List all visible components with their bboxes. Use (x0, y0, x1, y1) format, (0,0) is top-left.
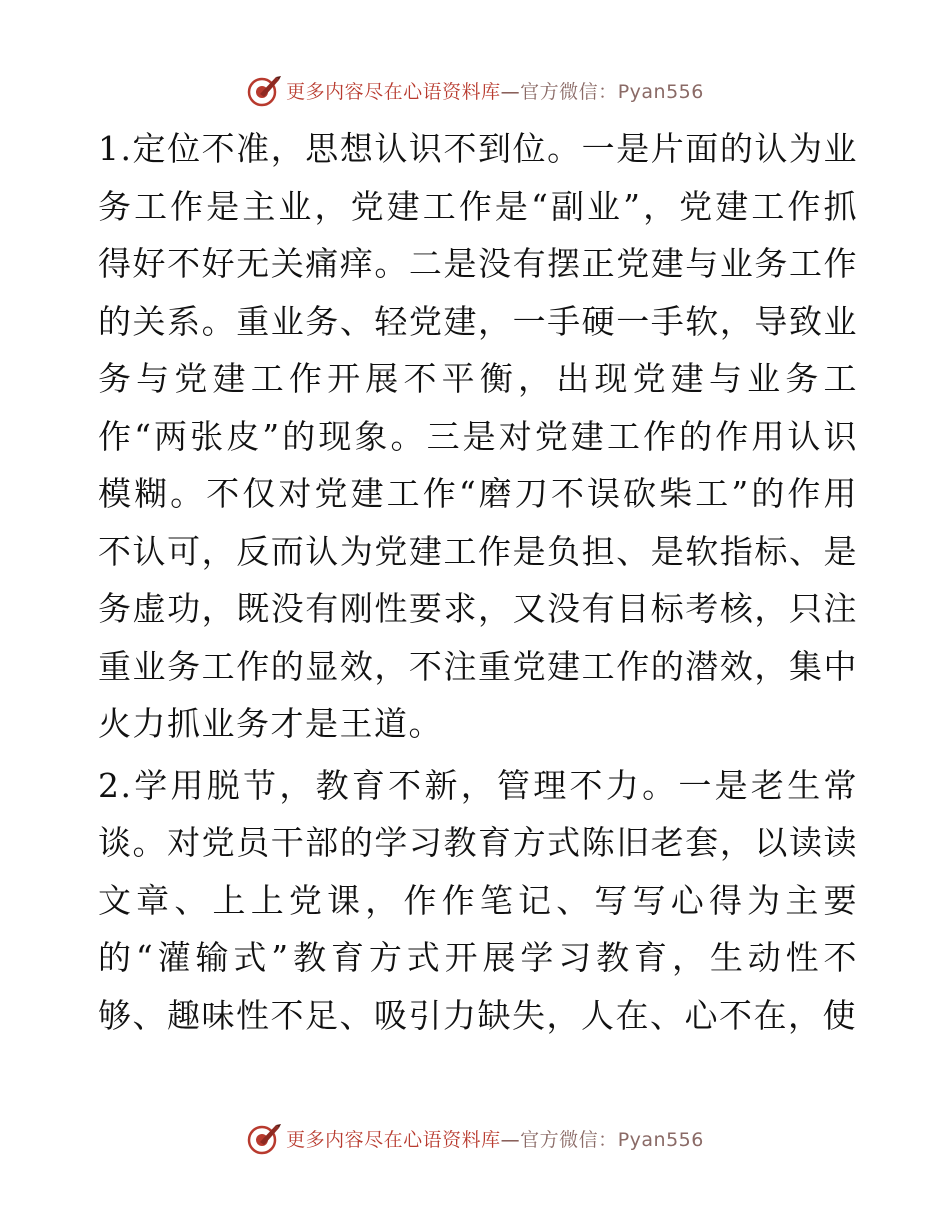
banner-main-text: 更多内容尽在心语资料库 (286, 1128, 501, 1151)
banner-wechat-label: 官方微信： (520, 1128, 618, 1151)
banner-text (286, 77, 704, 104)
banner-main-text: 更多内容尽在心语资料库 (286, 80, 501, 103)
banner-text (286, 1125, 704, 1152)
banner-wechat-label: 官方微信： (520, 80, 618, 103)
header-banner (0, 70, 950, 110)
paragraph-2: 2.学用脱节，教育不新，管理不力。一是老生常谈。对党员干部的学习教育方式陈旧老套，以读读文章、上上党课，作作笔记、写写心得为主要的“灌输式”教育方式开展学习教育，生动性不够、趣味性不足、吸引力缺失，人在、心不在，使 (98, 765, 858, 1035)
banner-wechat-id: Pyan556 (617, 1128, 704, 1151)
pen-nib-logo-icon (246, 1120, 282, 1156)
banner-wechat-id: Pyan556 (617, 80, 704, 103)
paragraph-1: 1.定位不准，思想认识不到位。一是片面的认为业务工作是主业，党建工作是“副业”，党建工作抓得好不好无关痛痒。二是没有摆正党建与业务工作的关系。重业务、轻党建，一手硬一手软，导致业务与党建工作开展不平衡，出现党建与业务工作“两张皮”的现象。三是对党建工作的作用认识模糊。不仅对党建工作“磨刀不误砍柴工”的作用不认可，反而认为党建工作是负担、是软指标、是务虚功，既没有刚性要求，又没有目标考核，只注重业务工作的显效，不注重党建工作的潜效，集中火力抓业务才是王道。 (98, 129, 858, 743)
footer-banner (0, 1118, 950, 1158)
document-body (98, 120, 858, 1048)
banner-separator: — (500, 80, 521, 103)
pen-nib-logo-icon (246, 72, 282, 108)
banner-separator: — (500, 1128, 521, 1151)
